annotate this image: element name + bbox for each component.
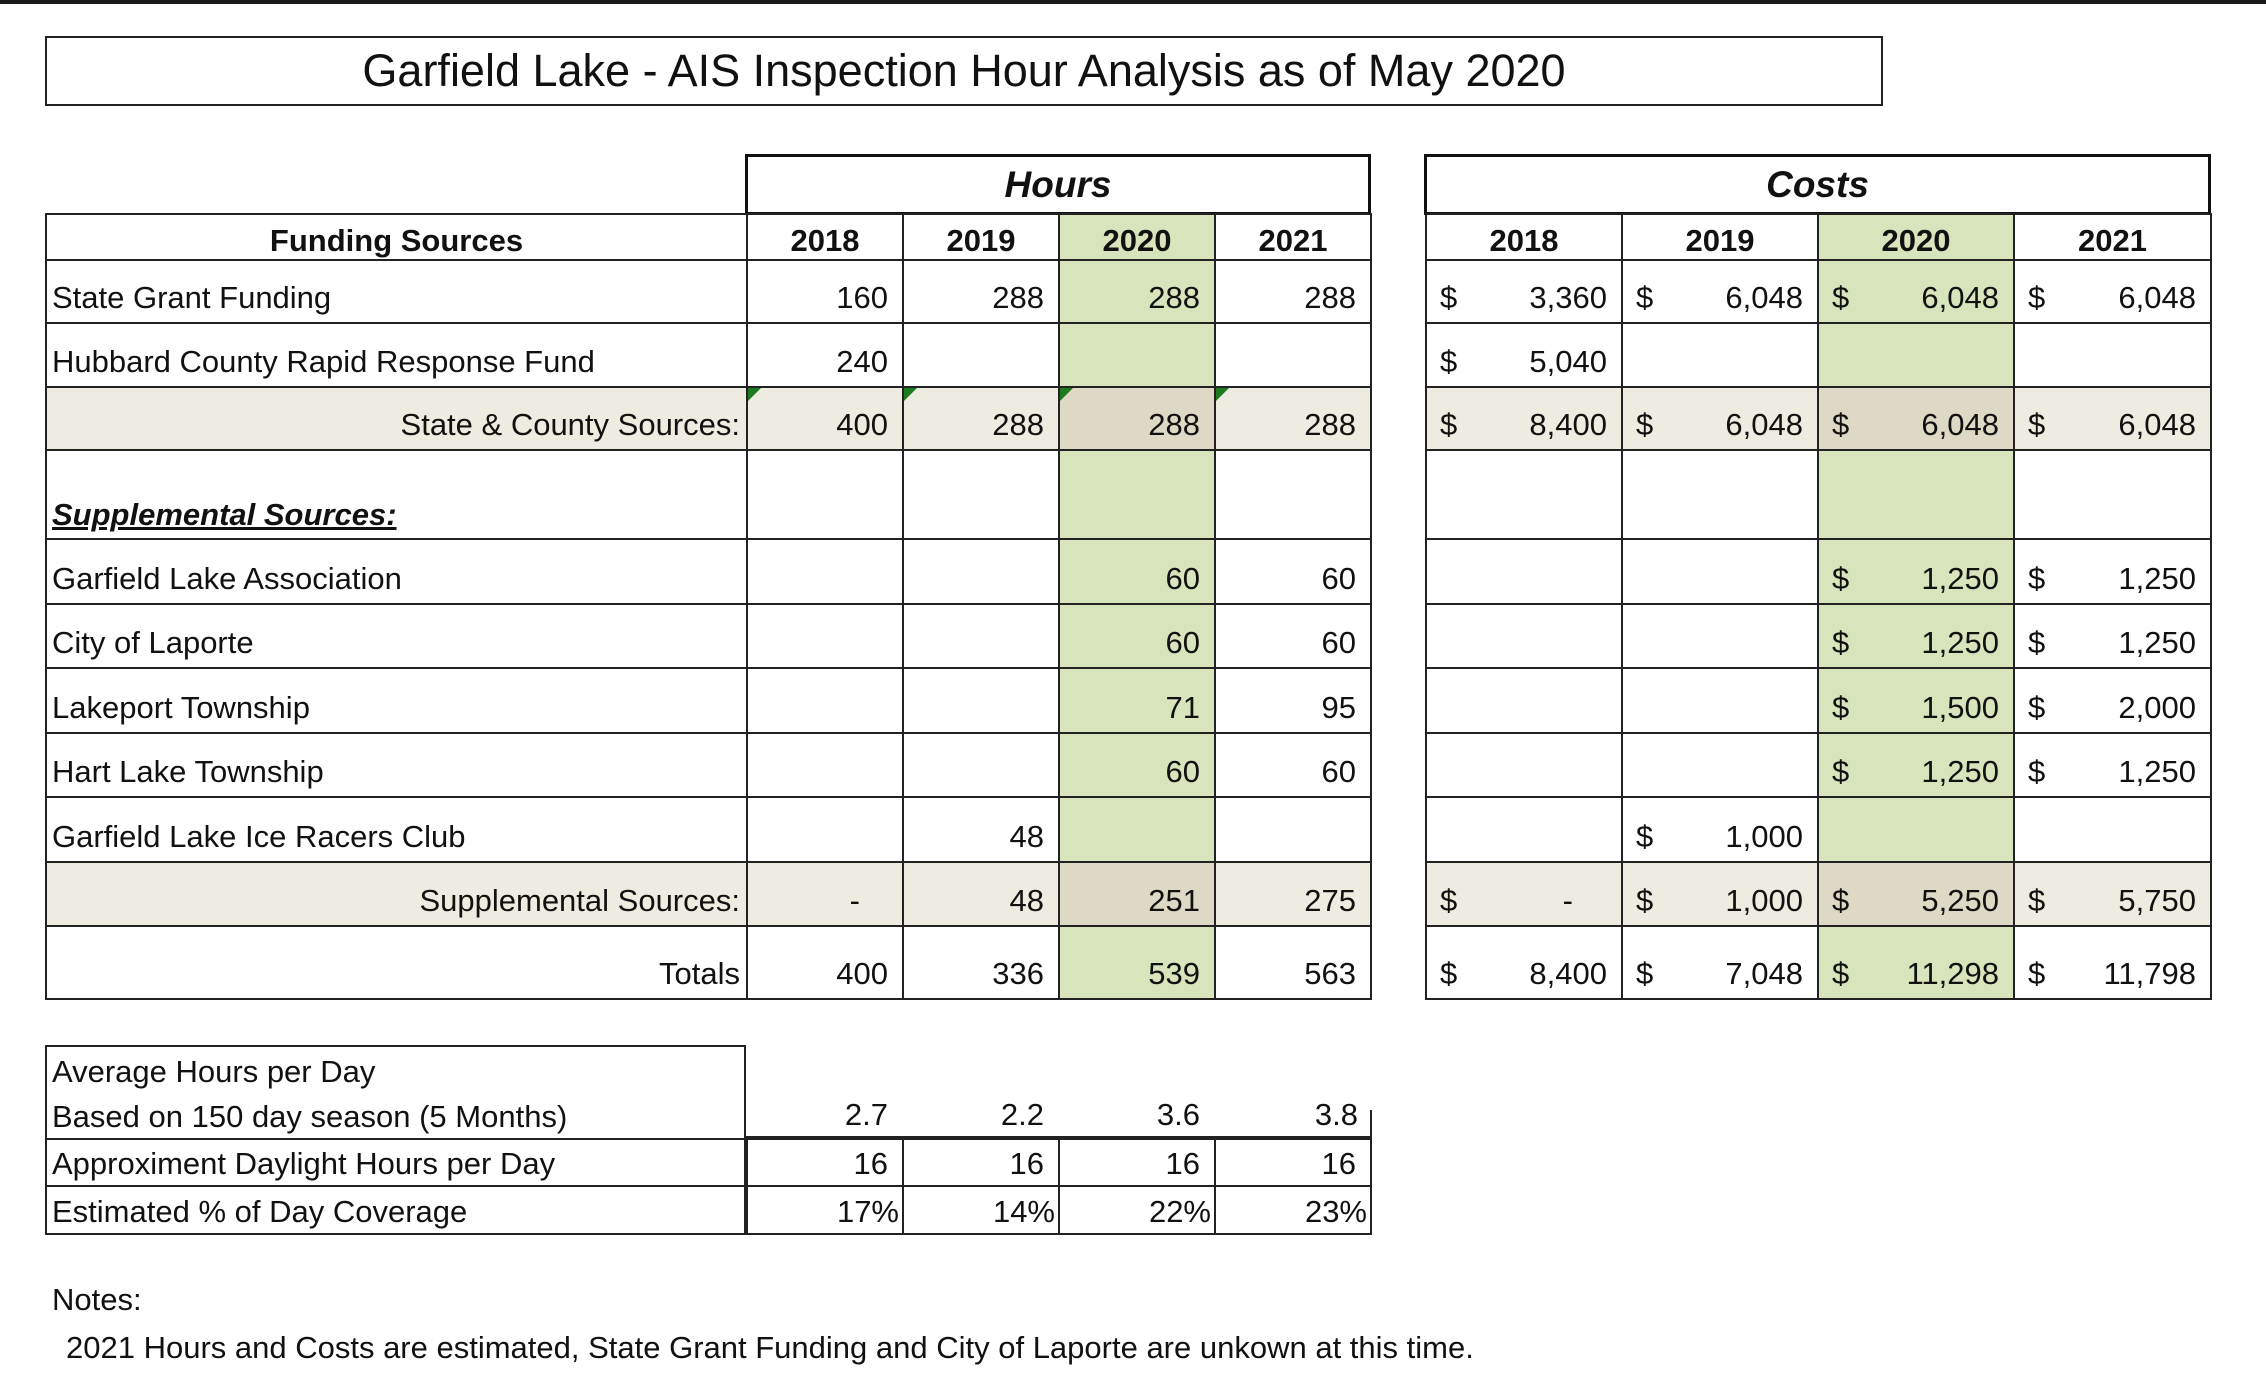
dollar-sign: $: [1636, 280, 1654, 315]
hours-value: 400: [836, 956, 888, 991]
hours-cell-2018: [746, 925, 902, 1000]
cost-cell-2018: [1425, 449, 1621, 538]
cost-cell-2020: [1817, 322, 2013, 386]
dollar-sign: $: [1832, 280, 1850, 315]
cost-cell-2020: [1817, 603, 2013, 667]
hours-cell-2020: [1058, 667, 1214, 732]
cost-value: 6,048: [2118, 407, 2196, 442]
hours-value: 95: [1321, 690, 1356, 725]
cost-cell-2021: [2013, 732, 2212, 796]
row-label: Hubbard County Rapid Response Fund: [52, 344, 595, 379]
hours-value: 60: [1321, 754, 1356, 789]
cost-value: 3,360: [1529, 280, 1607, 315]
hours-year-header: 2019: [946, 223, 1016, 258]
dollar-sign: $: [1636, 883, 1654, 918]
stats-label-cell: [45, 1185, 746, 1235]
row-label: Garfield Lake Association: [52, 561, 402, 596]
stats-value-cell: [902, 1185, 1058, 1235]
hours-value: 60: [1165, 625, 1200, 660]
row-label: Garfield Lake Ice Racers Club: [52, 819, 466, 854]
daylight-label: Approximent Daylight Hours per Day: [52, 1146, 556, 1181]
hours-cell-2019: [902, 603, 1058, 667]
cost-cell-2021: [2013, 861, 2212, 925]
cost-value: 6,048: [1725, 407, 1803, 442]
row-label-cell: [45, 259, 746, 322]
hours-cell-2021: [1214, 796, 1372, 861]
row-label-cell: [45, 449, 746, 538]
cost-cell-2018: [1425, 732, 1621, 796]
row-label-cell: [45, 538, 746, 603]
row-label: Totals: [659, 956, 740, 991]
stats-right-edge: [1370, 1110, 1372, 1138]
cost-cell-2019: [1621, 322, 1817, 386]
row-label-cell: [45, 322, 746, 386]
hours-value: 240: [836, 344, 888, 379]
dollar-sign: $: [2028, 883, 2046, 918]
dollar-sign: $: [1832, 561, 1850, 596]
hours-value: -: [849, 883, 860, 918]
row-label: State & County Sources:: [400, 407, 740, 442]
row-label-cell: [45, 213, 746, 259]
cost-cell-2020: [1817, 213, 2013, 259]
hours-cell-2020: [1058, 603, 1214, 667]
cost-year-header: 2021: [2078, 223, 2147, 258]
hours-cell-2018: [746, 667, 902, 732]
coverage-value: 22%: [1148, 1194, 1211, 1229]
cost-cell-2020: [1817, 259, 2013, 322]
hours-value: 60: [1165, 561, 1200, 596]
hours-value: 288: [992, 280, 1044, 315]
cost-value: 8,400: [1529, 407, 1607, 442]
stats-value-cell: [1214, 1138, 1372, 1185]
hours-cell-2020: [1058, 538, 1214, 603]
cost-cell-2020: [1817, 925, 2013, 1000]
hours-cell-2019: [902, 386, 1058, 449]
dollar-sign: $: [1636, 956, 1654, 991]
cost-value: 1,500: [1921, 690, 1999, 725]
hours-cell-2021: [1214, 538, 1372, 603]
hours-value: 563: [1304, 956, 1356, 991]
avg-value: 3.6: [1156, 1097, 1200, 1132]
cost-year-header: 2018: [1489, 223, 1559, 258]
cost-cell-2019: [1621, 259, 1817, 322]
hours-cell-2019: [902, 322, 1058, 386]
hours-group-header: Hours: [745, 154, 1371, 215]
hours-cell-2019: [902, 667, 1058, 732]
hours-cell-2019: [902, 796, 1058, 861]
hours-cell-2021: [1214, 322, 1372, 386]
comment-marker[interactable]: [1060, 388, 1073, 401]
cost-cell-2021: [2013, 386, 2212, 449]
cost-cell-2019: [1621, 667, 1817, 732]
cost-cell-2018: [1425, 796, 1621, 861]
hours-cell-2020: [1058, 796, 1214, 861]
cost-cell-2020: [1817, 861, 2013, 925]
stats-value-cell: [1214, 1185, 1372, 1235]
dollar-sign: $: [1636, 819, 1654, 854]
hours-cell-2020: [1058, 213, 1214, 259]
cost-value: 6,048: [1921, 280, 1999, 315]
avg-value: 2.7: [844, 1097, 888, 1132]
row-label: State Grant Funding: [52, 280, 332, 315]
cost-cell-2019: [1621, 213, 1817, 259]
hours-year-header: 2021: [1258, 223, 1328, 258]
cost-cell-2018: [1425, 925, 1621, 1000]
cost-value: 7,048: [1725, 956, 1803, 991]
dollar-sign: $: [2028, 561, 2046, 596]
hours-value: 48: [1009, 819, 1044, 854]
hours-cell-2018: [746, 322, 902, 386]
row-label: Supplemental Sources:: [419, 883, 740, 918]
cost-cell-2019: [1621, 603, 1817, 667]
hours-cell-2018: [746, 538, 902, 603]
cost-cell-2019: [1621, 449, 1817, 538]
cost-cell-2021: [2013, 322, 2212, 386]
hours-cell-2020: [1058, 861, 1214, 925]
cost-value: 1,250: [1921, 625, 1999, 660]
dollar-sign: $: [2028, 956, 2046, 991]
cost-value: -: [1562, 883, 1573, 918]
coverage-value: 17%: [836, 1194, 899, 1229]
cost-cell-2020: [1817, 667, 2013, 732]
cost-year-header: 2019: [1685, 223, 1755, 258]
cost-value: 6,048: [2118, 280, 2196, 315]
dollar-sign: $: [1832, 690, 1850, 725]
cost-value: 8,400: [1529, 956, 1607, 991]
cost-cell-2020: [1817, 449, 2013, 538]
stats-label-cell: [45, 1138, 746, 1185]
coverage-label: Estimated % of Day Coverage: [52, 1194, 468, 1229]
hours-value: 60: [1165, 754, 1200, 789]
dollar-sign: $: [1832, 754, 1850, 789]
hours-cell-2020: [1058, 386, 1214, 449]
funding-sources-header: Funding Sources: [269, 223, 524, 258]
cost-cell-2019: [1621, 538, 1817, 603]
dollar-sign: $: [2028, 280, 2046, 315]
avg-value: 3.8: [1314, 1097, 1358, 1132]
supplemental-sources-header: Supplemental Sources:: [52, 497, 397, 532]
hours-value: 336: [992, 956, 1044, 991]
hours-cell-2021: [1214, 861, 1372, 925]
row-label-cell: [45, 603, 746, 667]
stats-value-cell: [902, 1138, 1058, 1185]
hours-cell-2021: [1214, 603, 1372, 667]
notes-heading: Notes:: [52, 1282, 142, 1317]
season-basis-label: Based on 150 day season (5 Months): [52, 1099, 568, 1134]
cost-value: 5,250: [1921, 883, 1999, 918]
hours-value: 288: [992, 407, 1044, 442]
stats-value-cell: [1058, 1045, 1214, 1138]
daylight-value: 16: [1009, 1146, 1044, 1181]
hours-cell-2021: [1214, 925, 1372, 1000]
cost-cell-2018: [1425, 213, 1621, 259]
cost-value: 1,250: [2118, 625, 2196, 660]
dollar-sign: $: [1832, 625, 1850, 660]
hours-cell-2021: [1214, 259, 1372, 322]
hours-value: 275: [1304, 883, 1356, 918]
dollar-sign: $: [1440, 883, 1458, 918]
hours-cell-2018: [746, 449, 902, 538]
hours-year-header: 2020: [1102, 223, 1172, 258]
hours-cell-2018: [746, 861, 902, 925]
coverage-value: 23%: [1304, 1194, 1367, 1229]
cost-cell-2021: [2013, 213, 2212, 259]
cost-value: 6,048: [1725, 280, 1803, 315]
row-label: Hart Lake Township: [52, 754, 324, 789]
cost-cell-2019: [1621, 386, 1817, 449]
cost-value: 1,000: [1725, 819, 1803, 854]
dollar-sign: $: [1636, 407, 1654, 442]
cost-cell-2019: [1621, 925, 1817, 1000]
hours-cell-2018: [746, 259, 902, 322]
comment-marker[interactable]: [748, 388, 761, 401]
page-title: Garfield Lake - AIS Inspection Hour Analysis as of May 2020: [45, 36, 1883, 106]
cost-cell-2021: [2013, 603, 2212, 667]
dollar-sign: $: [2028, 625, 2046, 660]
cost-value: 11,798: [2103, 956, 2196, 991]
hours-cell-2021: [1214, 213, 1372, 259]
cost-cell-2018: [1425, 259, 1621, 322]
hours-value: 288: [1304, 407, 1356, 442]
daylight-value: 16: [1165, 1146, 1200, 1181]
cost-cell-2018: [1425, 603, 1621, 667]
hours-cell-2019: [902, 861, 1058, 925]
hours-value: 539: [1148, 956, 1200, 991]
hours-cell-2018: [746, 386, 902, 449]
stats-value-cell: [746, 1185, 902, 1235]
hours-value: 71: [1165, 690, 1200, 725]
hours-cell-2020: [1058, 322, 1214, 386]
hours-value: 251: [1148, 883, 1200, 918]
cost-cell-2020: [1817, 386, 2013, 449]
row-label: City of Laporte: [52, 625, 254, 660]
hours-cell-2021: [1214, 667, 1372, 732]
hours-cell-2021: [1214, 732, 1372, 796]
dollar-sign: $: [1440, 956, 1458, 991]
dollar-sign: $: [1440, 280, 1458, 315]
cost-value: 1,250: [1921, 561, 1999, 596]
hours-cell-2020: [1058, 732, 1214, 796]
dollar-sign: $: [2028, 754, 2046, 789]
cost-year-header: 2020: [1881, 223, 1951, 258]
cost-cell-2018: [1425, 386, 1621, 449]
dollar-sign: $: [2028, 407, 2046, 442]
cost-value: 1,000: [1725, 883, 1803, 918]
cost-cell-2018: [1425, 538, 1621, 603]
row-label-cell: [45, 667, 746, 732]
hours-cell-2018: [746, 603, 902, 667]
coverage-value: 14%: [992, 1194, 1055, 1229]
cost-cell-2021: [2013, 667, 2212, 732]
row-label-cell: [45, 861, 746, 925]
hours-cell-2018: [746, 732, 902, 796]
cost-cell-2021: [2013, 449, 2212, 538]
dollar-sign: $: [2028, 690, 2046, 725]
stats-label-cell: [45, 1045, 746, 1138]
cost-cell-2019: [1621, 861, 1817, 925]
hours-cell-2018: [746, 213, 902, 259]
cost-cell-2020: [1817, 538, 2013, 603]
cost-value: 5,040: [1529, 344, 1607, 379]
hours-cell-2020: [1058, 925, 1214, 1000]
dollar-sign: $: [1832, 883, 1850, 918]
cost-cell-2018: [1425, 322, 1621, 386]
cost-cell-2019: [1621, 732, 1817, 796]
comment-marker[interactable]: [1216, 388, 1229, 401]
row-label-cell: [45, 732, 746, 796]
cost-cell-2018: [1425, 861, 1621, 925]
daylight-value: 16: [853, 1146, 888, 1181]
hours-value: 288: [1148, 280, 1200, 315]
cost-value: 6,048: [1921, 407, 1999, 442]
hours-cell-2019: [902, 213, 1058, 259]
hours-value: 288: [1148, 407, 1200, 442]
hours-cell-2019: [902, 449, 1058, 538]
avg-hours-label: Average Hours per Day: [52, 1054, 376, 1089]
dollar-sign: $: [1832, 407, 1850, 442]
hours-cell-2020: [1058, 449, 1214, 538]
hours-value: 288: [1304, 280, 1356, 315]
stats-value-cell: [902, 1045, 1058, 1138]
dollar-sign: $: [1440, 407, 1458, 442]
hours-value: 60: [1321, 625, 1356, 660]
hours-value: 160: [836, 280, 888, 315]
row-label: Lakeport Township: [52, 690, 310, 725]
cost-cell-2021: [2013, 538, 2212, 603]
hours-cell-2019: [902, 259, 1058, 322]
hours-cell-2018: [746, 796, 902, 861]
hours-year-header: 2018: [790, 223, 860, 258]
stats-value-cell: [746, 1045, 902, 1138]
cost-value: 1,250: [2118, 754, 2196, 789]
cost-cell-2020: [1817, 732, 2013, 796]
hours-cell-2021: [1214, 449, 1372, 538]
stats-value-cell: [1058, 1138, 1214, 1185]
cost-cell-2020: [1817, 796, 2013, 861]
cost-value: 1,250: [2118, 561, 2196, 596]
cost-cell-2021: [2013, 259, 2212, 322]
cost-cell-2018: [1425, 667, 1621, 732]
dollar-sign: $: [1832, 956, 1850, 991]
daylight-value: 16: [1321, 1146, 1356, 1181]
hours-cell-2020: [1058, 259, 1214, 322]
hours-value: 60: [1321, 561, 1356, 596]
row-label-cell: [45, 925, 746, 1000]
notes-text: 2021 Hours and Costs are estimated, State Grant Funding and City of Laporte are unkown at this time.: [66, 1330, 1474, 1365]
cost-value: 5,750: [2118, 883, 2196, 918]
cost-cell-2019: [1621, 796, 1817, 861]
top-border-line: [0, 0, 2266, 4]
row-label-cell: [45, 796, 746, 861]
costs-group-header: Costs: [1424, 154, 2211, 215]
cost-cell-2021: [2013, 925, 2212, 1000]
hours-cell-2021: [1214, 386, 1372, 449]
cost-value: 2,000: [2118, 690, 2196, 725]
cost-value: 1,250: [1921, 754, 1999, 789]
cost-cell-2021: [2013, 796, 2212, 861]
stats-value-cell: [1214, 1045, 1372, 1138]
hours-value: 48: [1009, 883, 1044, 918]
hours-cell-2019: [902, 538, 1058, 603]
hours-cell-2019: [902, 925, 1058, 1000]
comment-marker[interactable]: [904, 388, 917, 401]
stats-value-cell: [746, 1138, 902, 1185]
cost-value: 11,298: [1906, 956, 1999, 991]
avg-value: 2.2: [1000, 1097, 1044, 1132]
hours-cell-2019: [902, 732, 1058, 796]
hours-value: 400: [836, 407, 888, 442]
stats-value-cell: [1058, 1185, 1214, 1235]
row-label-cell: [45, 386, 746, 449]
dollar-sign: $: [1440, 344, 1458, 379]
